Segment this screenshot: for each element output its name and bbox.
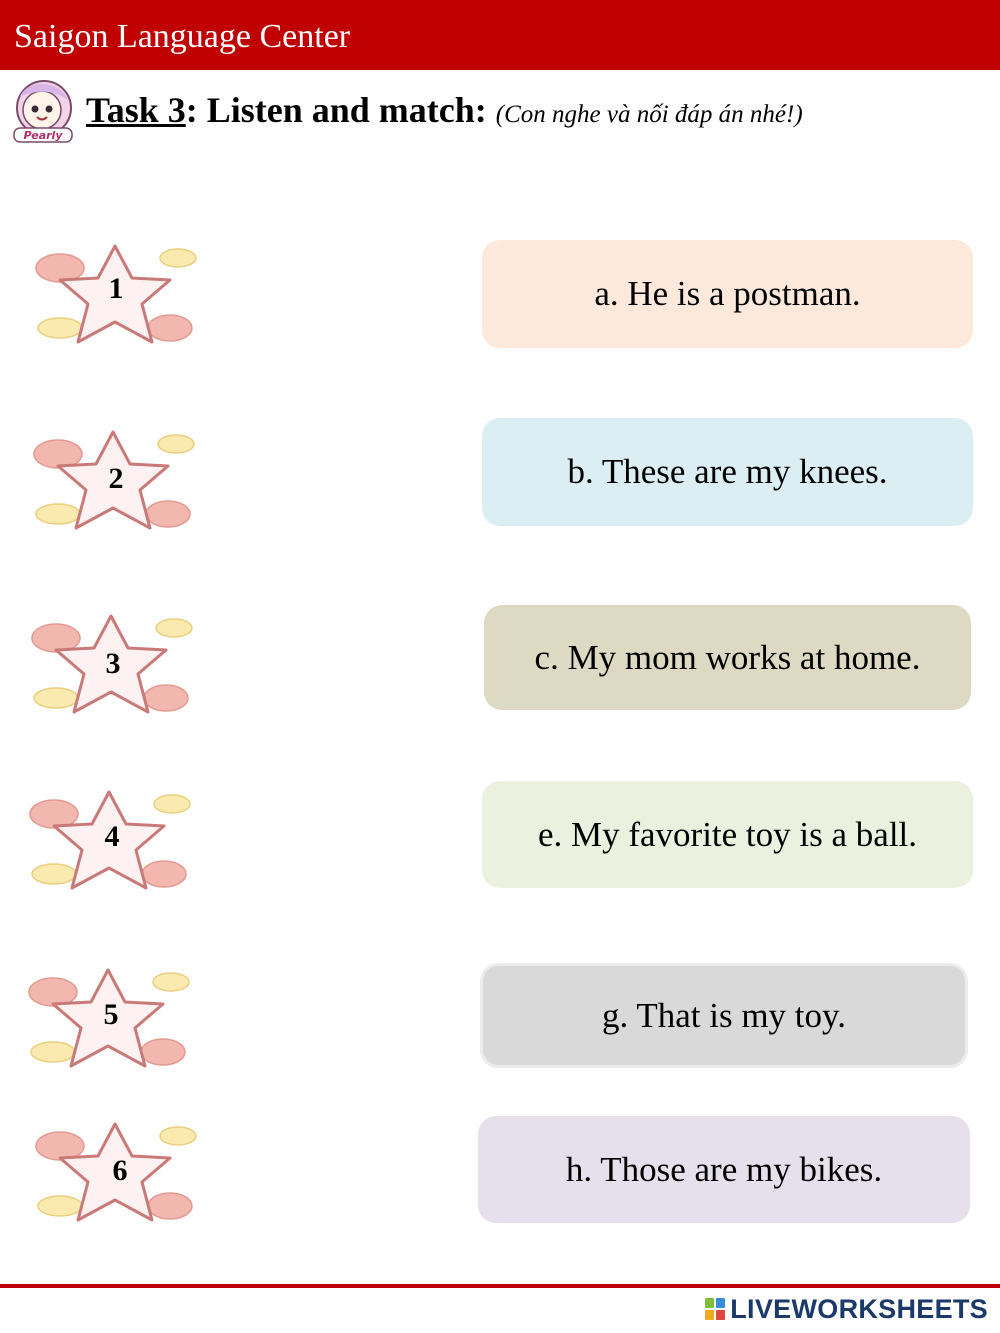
- match-number: 5: [103, 998, 119, 1031]
- answer-box-a[interactable]: [482, 240, 973, 348]
- task-number: Task 3: [86, 90, 186, 130]
- answer-text: g. That is my toy.: [601, 995, 847, 1035]
- match-number: 2: [108, 462, 124, 495]
- number-badge-1: [30, 238, 200, 348]
- liveworksheets-logo-icon: [704, 1297, 726, 1321]
- number-badge-6: [30, 1116, 200, 1226]
- match-number: 3: [105, 647, 121, 680]
- footer-rule: [0, 1284, 1000, 1288]
- answer-box-c[interactable]: [484, 605, 971, 710]
- answer-text: a. He is a postman.: [594, 274, 861, 313]
- pearly-mascot-icon: [6, 78, 78, 146]
- number-badge-3: [26, 608, 196, 718]
- answer-box-b[interactable]: [482, 418, 973, 526]
- liveworksheets-brand[interactable]: [704, 1294, 988, 1324]
- header-title: Saigon Language Center: [14, 18, 351, 55]
- answer-text: b. These are my knees.: [567, 452, 888, 491]
- answer-text: e. My favorite toy is a ball.: [537, 814, 918, 854]
- answer-box-h[interactable]: [478, 1116, 970, 1223]
- brand-name: LIVEWORKSHEETS: [730, 1293, 988, 1324]
- task-title: : Listen and match:: [185, 90, 496, 130]
- answer-text: h. Those are my bikes.: [565, 1149, 883, 1189]
- match-number: 4: [104, 820, 120, 853]
- answer-box-e[interactable]: [482, 781, 973, 888]
- task-instruction: [86, 90, 803, 135]
- number-badge-5: [23, 962, 193, 1072]
- match-number: 6: [112, 1154, 128, 1187]
- number-badge-2: [28, 424, 198, 534]
- task-hint: (Con nghe và nối đáp án nhé!): [495, 101, 803, 128]
- answer-box-g[interactable]: [480, 963, 968, 1068]
- match-number: 1: [108, 272, 124, 305]
- number-badge-4: [24, 784, 194, 894]
- answer-text: c. My mom works at home.: [534, 637, 921, 677]
- mascot-label: Pearly: [23, 129, 63, 142]
